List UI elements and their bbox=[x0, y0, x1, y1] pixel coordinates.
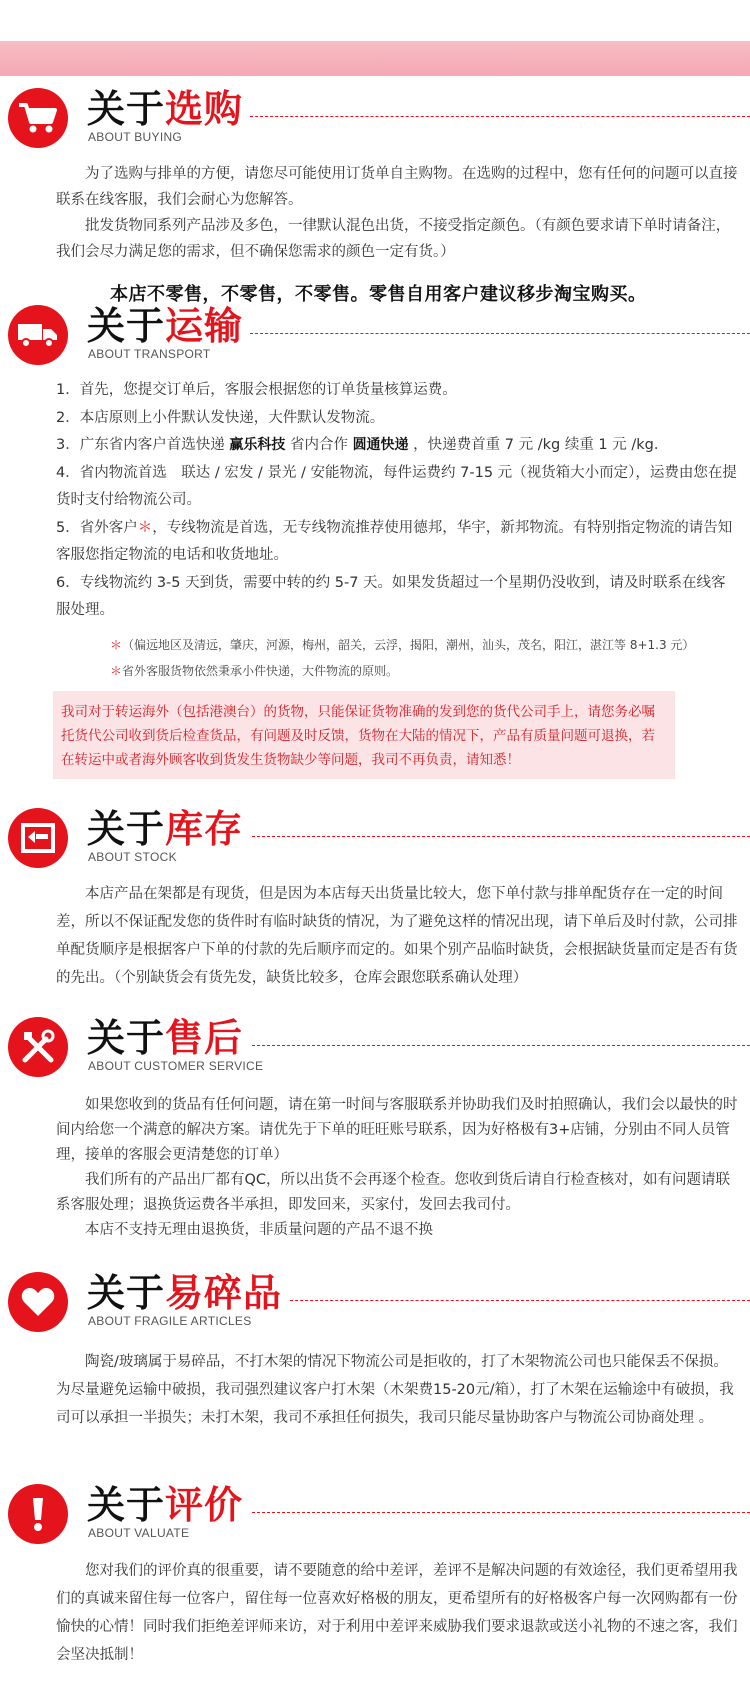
section-title: 关于售后 bbox=[87, 1016, 244, 1060]
section-header bbox=[0, 1272, 750, 1336]
divider bbox=[290, 1300, 750, 1301]
valuate-text bbox=[56, 1557, 740, 1669]
section-subtitle: ABOUT TRANSPORT bbox=[88, 347, 211, 361]
section-service bbox=[0, 1017, 750, 1081]
service-text bbox=[56, 1093, 740, 1243]
delivery-truck-icon bbox=[8, 305, 68, 365]
exclamation-icon bbox=[8, 1484, 68, 1544]
top-banner-band bbox=[0, 41, 750, 76]
section-subtitle: ABOUT CUSTOMER SERVICE bbox=[88, 1059, 264, 1073]
section-title: 关于易碎品 bbox=[87, 1271, 283, 1315]
brand-name: 赢乐科技 bbox=[229, 437, 286, 453]
section-subtitle: ABOUT FRAGILE ARTICLES bbox=[88, 1314, 252, 1328]
section-subtitle: ABOUT VALUATE bbox=[88, 1526, 190, 1540]
section-buying bbox=[0, 88, 750, 152]
section-header bbox=[0, 808, 750, 872]
buying-text bbox=[56, 161, 740, 265]
paragraph: 您对我们的评价真的很重要，请不要随意的给中差评，差评不是解决问题的有效途径，我们更希望用我们的真诚来留住每一位客户，留住每一位喜欢好格极的朋友，更希望所有的好格极客户每一次网购都有一份愉快的心情！同时我们拒绝差评师来访，对于利用中差评来威胁我们要求退款或送小礼物的不速之客，我们会坚决抵制！ bbox=[56, 1563, 738, 1663]
paragraph: 为了选购与排单的方便，请您尽可能使用订货单自主购物。在选购的过程中，您有任何的问题可以直接联系在线客服，我们会耐心为您解答。 bbox=[56, 166, 738, 208]
divider bbox=[250, 333, 750, 334]
transport-text bbox=[56, 377, 740, 625]
paragraph: 本店产品在架都是有现货，但是因为本店每天出货量比较大，您下单付款与排单配货存在一定的时间差，所以不保证配发您的货件时有临时缺货的情况，为了避免这样的情况出现，请下单后及时付款，公司排单配货顺序是根据客户下单的付款的先后顺序而定的。如果个别产品临时缺货，会根据缺货量而定是否有货的先出。（个别缺货会有货先发，缺货比较多，仓库会跟您联系确认处理） bbox=[56, 886, 738, 986]
paragraph: 批发货物同系列产品涉及多色，一律默认混色出货，不接受指定颜色。（有颜色要求请下单时请备注，我们会尽力满足您的需求，但不确保您需求的颜色一定有货。） bbox=[56, 218, 731, 260]
section-title: 关于库存 bbox=[87, 807, 244, 851]
divider bbox=[252, 836, 750, 837]
section-subtitle: ABOUT STOCK bbox=[88, 850, 177, 864]
section-fragile bbox=[0, 1272, 750, 1336]
list-item: 2．本店原则上小件默认发快递，大件默认发物流。 bbox=[56, 409, 385, 426]
divider bbox=[250, 116, 750, 117]
tools-icon bbox=[8, 1017, 68, 1077]
stock-box-icon bbox=[8, 808, 68, 868]
section-transport bbox=[0, 305, 750, 369]
paragraph: 如果您收到的货品有任何问题，请在第一时间与客服联系并协助我们及时拍照确认，我们会以最快的时间内给您一个满意的解决方案。请优先于下单的旺旺账号联系，因为好格极有3+店铺，分别由不同人员管理，接单的客服会更清楚您的订单） bbox=[56, 1097, 738, 1163]
section-valuate bbox=[0, 1484, 750, 1548]
heart-icon bbox=[8, 1272, 68, 1332]
section-title: 关于运输 bbox=[87, 304, 244, 348]
list-item: 1．首先，您提交订单后，客服会根据您的订单货量核算运费。 bbox=[56, 382, 457, 398]
section-header bbox=[0, 88, 750, 152]
section-header bbox=[0, 305, 750, 369]
section-title: 关于评价 bbox=[87, 1483, 244, 1527]
divider bbox=[252, 1045, 750, 1046]
section-header bbox=[0, 1484, 750, 1548]
divider bbox=[252, 1512, 750, 1513]
section-header bbox=[0, 1017, 750, 1081]
section-title: 关于选购 bbox=[87, 87, 244, 131]
shopping-cart-icon bbox=[8, 88, 68, 148]
stock-text bbox=[56, 880, 740, 992]
footnote: ＊（偏远地区及清远，肇庆，河源，梅州，韶关，云浮，揭阳，潮州，汕头，茂名，阳江，湛江等 8+1.3 元） bbox=[110, 638, 695, 652]
fragile-text bbox=[56, 1348, 740, 1432]
list-item: 6．专线物流约 3-5 天到货，需要中转的约 5-7 天。如果发货超过一个星期仍没收到，请及时联系在线客服处理。 bbox=[56, 574, 726, 618]
list-item: 3．广东省内客户首选快递 赢乐科技 省内合作 圆通快递 ，快递费首重 7 元 /kg 续重 1 元 /kg． bbox=[56, 437, 669, 453]
no-retail-notice: 本店不零售，不零售，不零售。零售自用客户建议移步淘宝购买。 bbox=[110, 284, 647, 305]
paragraph: 本店不支持无理由退换货，非质量问题的产品不退不换 bbox=[85, 1222, 433, 1238]
list-item: 5．省外客户＊，专线物流是首选，无专线物流推荐使用德邦，华宇，新邦物流。有特别指定物流的请告知客服您指定物流的电话和收货地址。 bbox=[56, 519, 733, 563]
paragraph: 陶瓷/玻璃属于易碎品，不打木架的情况下物流公司是拒收的，打了木架物流公司也只能保丢不保损。为尽量避免运输中破损，我司强烈建议客户打木架（木架费15-20元/箱），打了木架在运输途中有破损，我司可以承担一半损失；未打木架，我司不承担任何损失，我司只能尽量协助客户与物流公司协商处理 。 bbox=[56, 1354, 734, 1426]
courier-name: 圆通快递 bbox=[352, 437, 409, 453]
section-subtitle: ABOUT BUYING bbox=[88, 130, 183, 144]
paragraph: 我们所有的产品出厂都有QC，所以出货不会再逐个检查。您收到货后请自行检查核对，如有问题请联系客服处理；退换货运费各半承担，即发回来，买家付，发回去我司付。 bbox=[56, 1172, 731, 1213]
list-item: 4．省内物流首选 联达 / 宏发 / 景光 / 安能物流，每件运费约 7-15 元（视货箱大小而定），运费由您在提货时支付给物流公司。 bbox=[56, 464, 737, 508]
overseas-warning-box: 我司对于转运海外（包括港澳台）的货物，只能保证货物准确的发到您的货代公司手上，请您务必嘱托货代公司收到货后检查货品，有问题及时反馈，货物在大陆的情况下，产品有质量问题可退换，若在转运中或者海外顾客收到货发生货物缺少等问题，我司不再负责，请知悉！ bbox=[53, 691, 675, 779]
section-stock bbox=[0, 808, 750, 872]
footnote: ＊省外客服货物依然秉承小件快递，大件物流的原则。 bbox=[110, 664, 399, 678]
